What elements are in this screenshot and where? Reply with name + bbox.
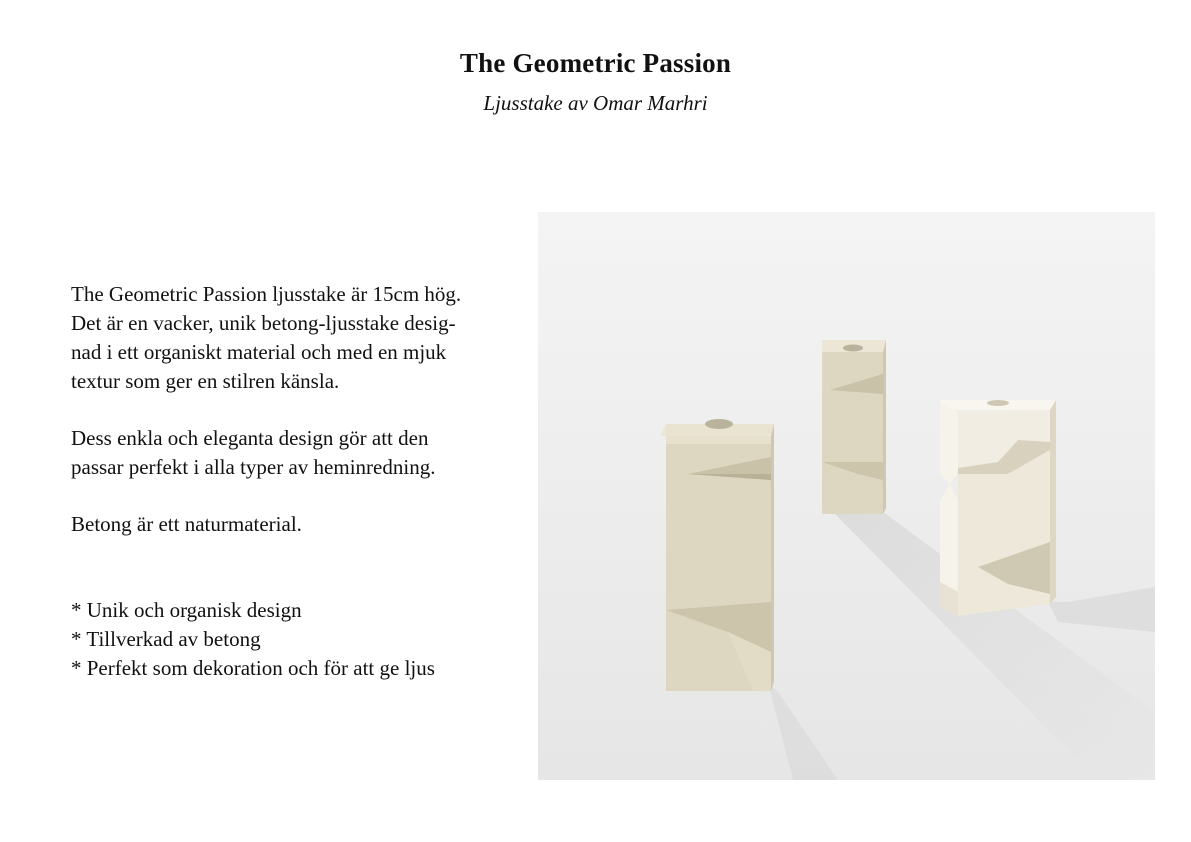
feature-item: * Unik och organisk design	[71, 598, 302, 622]
candle-holder-middle	[822, 340, 886, 514]
description-line: textur som ger en stilren känsla.	[71, 369, 340, 393]
description-paragraph-1	[71, 280, 531, 396]
page-subtitle: Ljusstake av Omar Marhri	[483, 91, 708, 115]
description-line: The Geometric Passion ljusstake är 15cm hög.	[71, 282, 462, 306]
feature-list	[71, 596, 531, 683]
page-title: The Geometric Passion	[459, 48, 732, 78]
feature-item: * Perfekt som dekoration och för att ge ljus	[71, 656, 435, 680]
feature-item: * Tillverkad av betong	[71, 627, 261, 651]
description-paragraph-3: Betong är ett naturmaterial.	[71, 512, 302, 536]
description-line: Det är en vacker, unik betong-ljusstake desig-	[71, 311, 456, 335]
description-paragraph-2	[71, 424, 531, 482]
description-line: passar perfekt i alla typer av heminredning.	[71, 455, 436, 479]
candle-holder-right	[940, 400, 1056, 616]
product-render-image	[538, 212, 1155, 780]
description-line: nad i ett organiskt material och med en mjuk	[71, 340, 447, 364]
description-block	[71, 280, 531, 683]
candle-holder-left	[660, 419, 774, 691]
description-line: Dess enkla och eleganta design gör att den	[71, 426, 429, 450]
